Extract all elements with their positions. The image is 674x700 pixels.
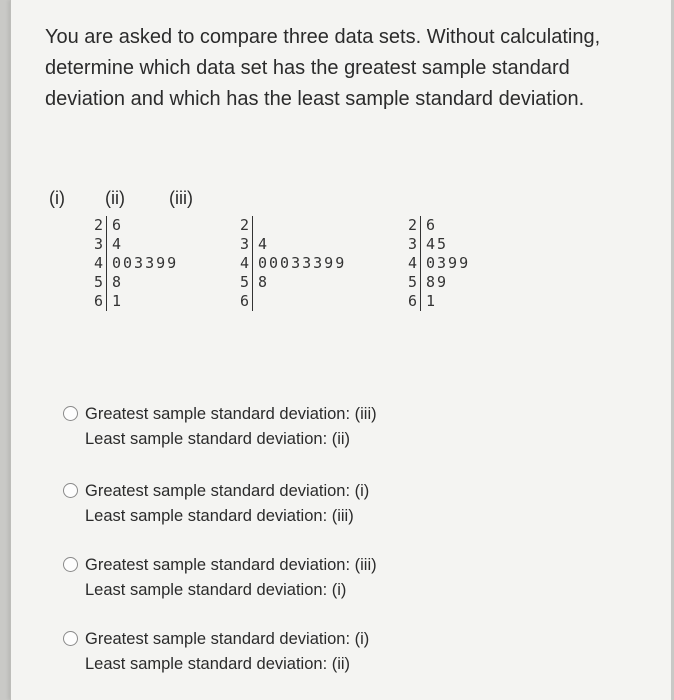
leaves: 00033399 bbox=[258, 254, 347, 272]
plot-row bbox=[405, 235, 470, 254]
option-line-2: Least sample standard deviation: (i) bbox=[85, 581, 347, 599]
stem: 5 bbox=[91, 273, 107, 292]
stem: 3 bbox=[91, 235, 107, 254]
leaves: 8 bbox=[258, 273, 270, 291]
stem: 2 bbox=[405, 216, 421, 235]
plot-row bbox=[91, 292, 178, 311]
radio-button[interactable] bbox=[63, 557, 78, 572]
stem: 2 bbox=[91, 216, 107, 235]
option-line-1: Greatest sample standard deviation: (i) bbox=[85, 630, 370, 648]
label-iii: (iii) bbox=[169, 188, 193, 208]
stem-leaf-plot-iii bbox=[405, 216, 470, 311]
leaves: 8 bbox=[112, 273, 124, 291]
stem: 5 bbox=[237, 273, 253, 292]
stem: 6 bbox=[405, 292, 421, 311]
option-line-1: Greatest sample standard deviation: (i) bbox=[85, 482, 370, 500]
answer-option-1[interactable] bbox=[63, 402, 377, 452]
answer-option-4[interactable] bbox=[63, 627, 369, 677]
stem: 4 bbox=[405, 254, 421, 273]
plot-row bbox=[91, 273, 178, 292]
leaves: 003399 bbox=[112, 254, 179, 272]
plot-row bbox=[237, 273, 346, 292]
plot-row bbox=[237, 235, 346, 254]
leaves: 4 bbox=[112, 235, 124, 253]
plot-row bbox=[237, 254, 346, 273]
stem: 6 bbox=[91, 292, 107, 311]
option-line-1: Greatest sample standard deviation: (iii) bbox=[85, 405, 377, 423]
leaves: 6 bbox=[426, 216, 438, 234]
radio-button[interactable] bbox=[63, 631, 78, 646]
stem: 6 bbox=[237, 292, 253, 311]
plot-row bbox=[91, 254, 178, 273]
leaves: 0399 bbox=[426, 254, 471, 272]
leaves: 6 bbox=[112, 216, 124, 234]
stem-leaf-plot-i bbox=[91, 216, 178, 311]
option-line-2: Least sample standard deviation: (ii) bbox=[85, 430, 351, 448]
label-ii: (ii) bbox=[105, 188, 125, 208]
option-line-1: Greatest sample standard deviation: (iii) bbox=[85, 556, 377, 574]
plot-row bbox=[405, 254, 470, 273]
stem: 4 bbox=[91, 254, 107, 273]
leaves: 1 bbox=[426, 292, 438, 310]
answer-option-3[interactable] bbox=[63, 553, 377, 603]
stem-leaf-plot-ii bbox=[237, 216, 346, 311]
plot-row bbox=[237, 216, 346, 235]
leaves bbox=[253, 216, 258, 235]
leaves: 89 bbox=[426, 273, 449, 291]
stem: 2 bbox=[237, 216, 253, 235]
radio-button[interactable] bbox=[63, 406, 78, 421]
plot-row bbox=[405, 216, 470, 235]
label-i: (i) bbox=[49, 188, 65, 208]
leaves: 1 bbox=[112, 292, 124, 310]
answer-option-2[interactable] bbox=[63, 479, 369, 529]
stem: 5 bbox=[405, 273, 421, 292]
plot-row bbox=[91, 216, 178, 235]
plot-row bbox=[237, 292, 346, 311]
option-line-2: Least sample standard deviation: (iii) bbox=[85, 507, 354, 525]
stem: 4 bbox=[237, 254, 253, 273]
plot-row bbox=[405, 292, 470, 311]
radio-button[interactable] bbox=[63, 483, 78, 498]
stem: 3 bbox=[237, 235, 253, 254]
leaves: 45 bbox=[426, 235, 449, 253]
option-line-2: Least sample standard deviation: (ii) bbox=[85, 655, 351, 673]
question-card bbox=[10, 0, 671, 700]
leaves bbox=[253, 292, 258, 311]
plot-row bbox=[91, 235, 178, 254]
stem: 3 bbox=[405, 235, 421, 254]
question-text: You are asked to compare three data sets. Without calculating, determine which data set has the greatest sample standard deviation and which has the least sample standard deviation. bbox=[45, 26, 601, 110]
plot-row bbox=[405, 273, 470, 292]
leaves: 4 bbox=[258, 235, 270, 253]
